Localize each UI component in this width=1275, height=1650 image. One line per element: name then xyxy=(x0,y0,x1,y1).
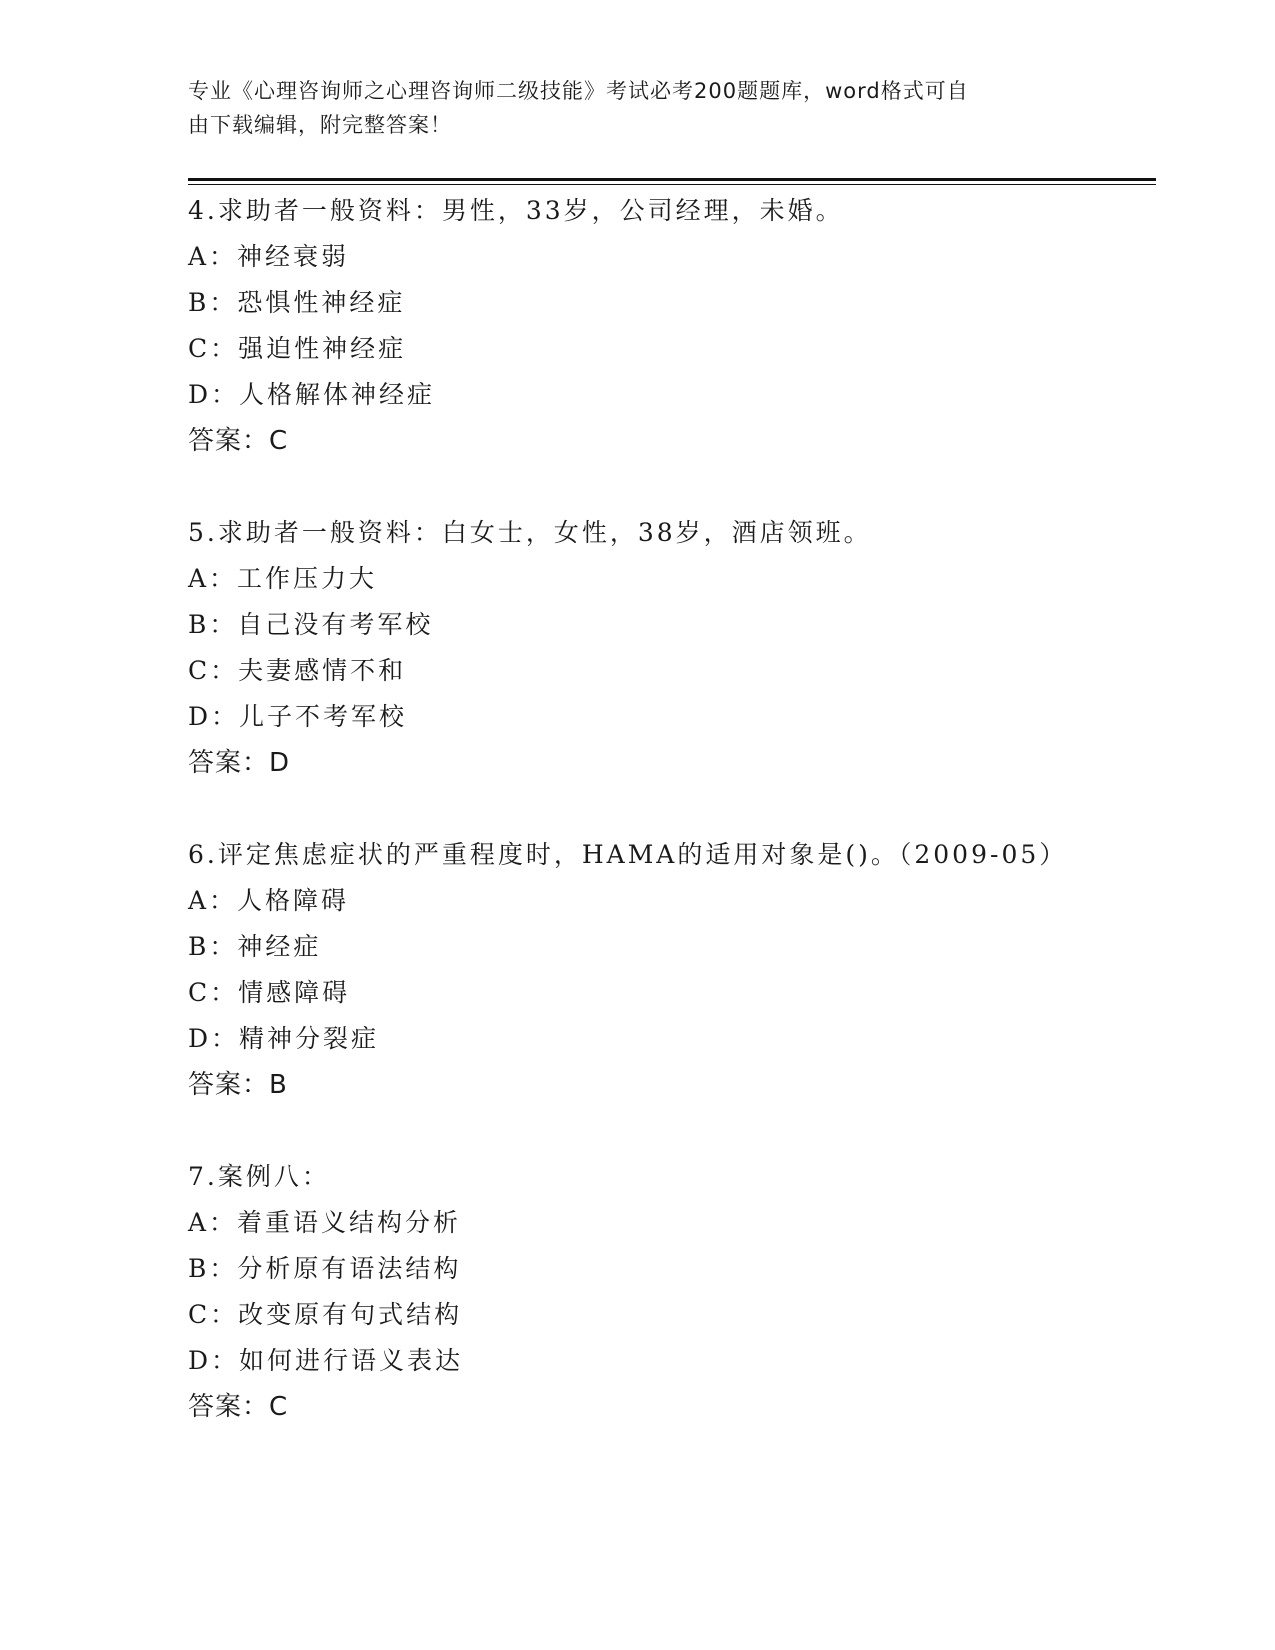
header-divider-thick xyxy=(188,178,1156,181)
document-header xyxy=(188,74,1088,142)
option-c: C：夫妻感情不和 xyxy=(188,656,407,685)
answer-line: 答案：B xyxy=(188,1070,288,1100)
question-stem: 7.案例八： xyxy=(188,1162,330,1191)
question-4 xyxy=(188,188,1156,464)
question-stem: 6.评定焦虑症状的严重程度时，HAMA的适用对象是()。（2009-05） xyxy=(188,840,1068,869)
question-list xyxy=(188,188,1156,1476)
answer-line: 答案：C xyxy=(188,1392,289,1422)
option-c: C：情感障碍 xyxy=(188,978,351,1007)
answer-line: 答案：C xyxy=(188,426,289,456)
question-7 xyxy=(188,1154,1156,1430)
option-b: B：分析原有语法结构 xyxy=(188,1254,462,1283)
option-c: C：改变原有句式结构 xyxy=(188,1300,463,1329)
header-divider-thin xyxy=(188,184,1156,185)
question-stem: 4.求助者一般资料：男性，33岁，公司经理，未婚。 xyxy=(188,196,844,225)
option-d: D：精神分裂症 xyxy=(188,1024,380,1053)
option-d: D：儿子不考军校 xyxy=(188,702,408,731)
header-line-1: 专业《心理咨询师之心理咨询师二级技能》考试必考200题题库，word格式可自 xyxy=(188,79,969,103)
option-a: A：工作压力大 xyxy=(188,564,378,593)
option-a: A：神经衰弱 xyxy=(188,242,350,271)
option-d: D：人格解体神经症 xyxy=(188,380,436,409)
option-b: B：恐惧性神经症 xyxy=(188,288,406,317)
option-d: D：如何进行语义表达 xyxy=(188,1346,464,1375)
option-c: C：强迫性神经症 xyxy=(188,334,407,363)
option-a: A：人格障碍 xyxy=(188,886,350,915)
option-b: B：自己没有考军校 xyxy=(188,610,434,639)
option-b: B：神经症 xyxy=(188,932,322,961)
header-line-2: 由下载编辑，附完整答案！ xyxy=(188,113,452,137)
question-6 xyxy=(188,832,1156,1108)
question-5 xyxy=(188,510,1156,786)
option-a: A：着重语义结构分析 xyxy=(188,1208,462,1237)
answer-line: 答案：D xyxy=(188,748,291,778)
question-stem: 5.求助者一般资料：白女士，女性，38岁，酒店领班。 xyxy=(188,518,872,547)
